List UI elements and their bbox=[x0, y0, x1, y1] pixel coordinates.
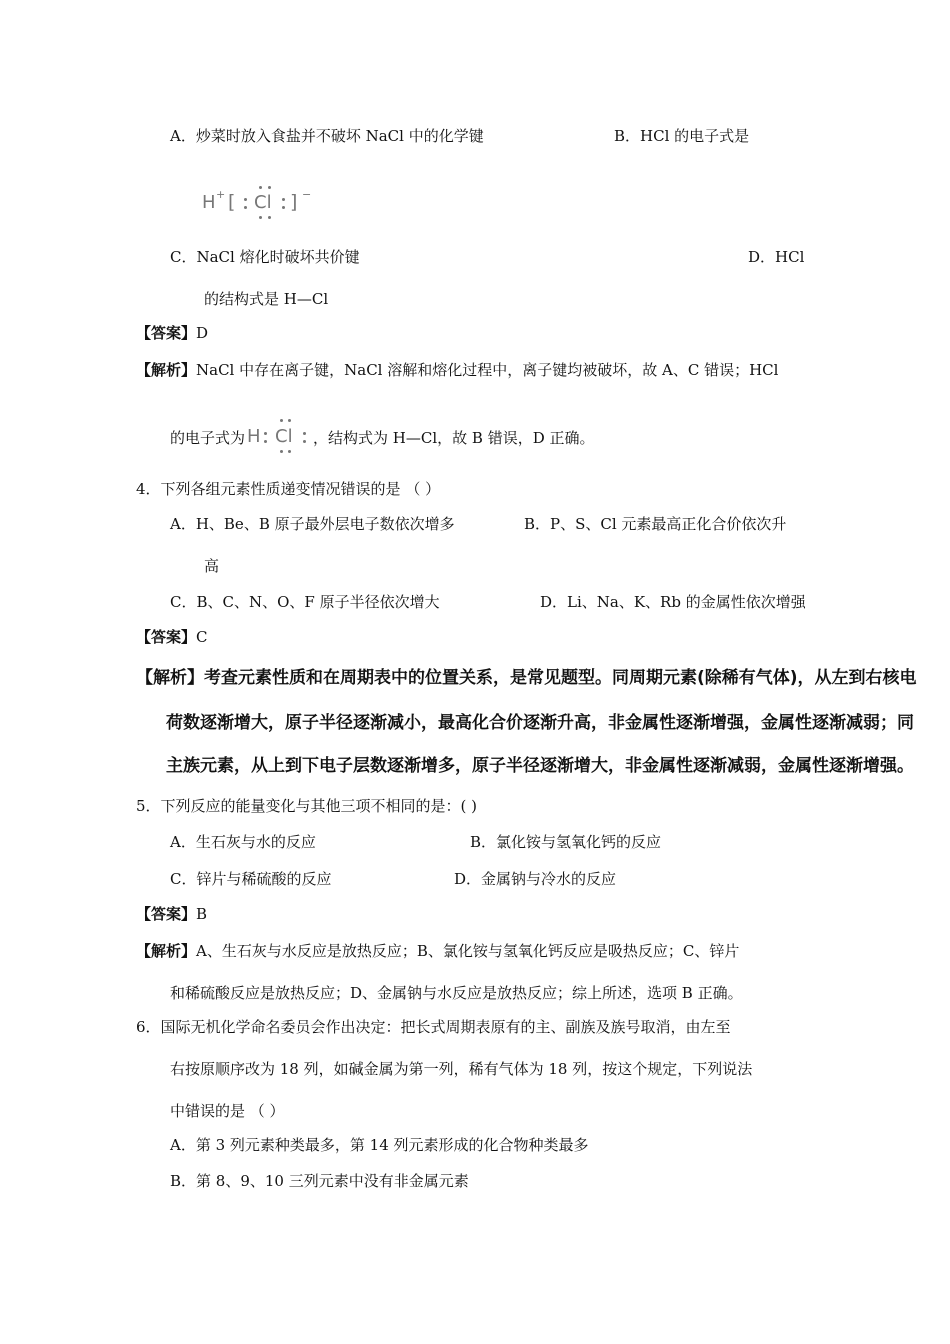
analysis-text-b: ，结构式为 H—Cl，故 B 错误，D 正确。 bbox=[313, 429, 595, 447]
q6-option-a: A．第 3 列元素种类最多，第 14 列元素形成的化合物种类最多 bbox=[170, 1136, 589, 1154]
q3-option-a: A．炒菜时放入食盐并不破坏 NaCl 中的化学键 bbox=[170, 127, 484, 145]
q3-option-b: B．HCl 的电子式是 bbox=[614, 127, 750, 145]
answer-value: B bbox=[196, 905, 208, 923]
q3-option-d-continued: 的结构式是 H—Cl bbox=[204, 290, 329, 308]
q4-option-b: B．P、S、Cl 元素最高正化合价依次升 bbox=[524, 515, 787, 533]
formula-minus: − bbox=[302, 188, 312, 201]
q5-analysis-line-2: 和稀硫酸反应是放热反应；D、金属钠与水反应是放热反应；综上所述，选项 B 正确。 bbox=[170, 984, 743, 1002]
formula-left-bracket: [ bbox=[228, 191, 236, 213]
q5-answer bbox=[136, 904, 207, 924]
q3-answer bbox=[136, 323, 208, 343]
analysis-text: NaCl 中存在离子键，NaCl 溶解和熔化过程中，离子键均被破坏，故 A、C 错误；HCl bbox=[196, 361, 779, 379]
hcl-right-electron-formula bbox=[245, 428, 313, 448]
q4-option-d: D．Li、Na、K、Rb 的金属性依次增强 bbox=[540, 593, 806, 611]
q6-stem-line-2: 右按原顺序改为 18 列，如碱金属为第一列，稀有气体为 18 列，按这个规定，下列说法 bbox=[170, 1060, 753, 1078]
q6-stem-line-3: 中错误的是 （ ） bbox=[170, 1102, 285, 1120]
q4-stem: 4．下列各组元素性质递变情况错误的是 （ ） bbox=[136, 480, 441, 498]
q5-option-b: B．氯化铵与氢氧化钙的反应 bbox=[470, 833, 662, 851]
analysis-text: A、生石灰与水反应是放热反应；B、氯化铵与氢氧化钙反应是吸热反应；C、锌片 bbox=[196, 942, 740, 960]
analysis-text-a: 的电子式为 bbox=[170, 429, 246, 447]
hcl-wrong-electron-formula bbox=[202, 182, 322, 222]
q4-analysis-line-3: 主族元素，从上到下电子层数逐渐增多，原子半径逐渐增大，非金属性逐渐减弱，金属性逐渐增强。 bbox=[166, 756, 914, 776]
answer-tag: 【答案】 bbox=[136, 905, 197, 923]
q5-stem: 5．下列反应的能量变化与其他三项不相同的是：( ) bbox=[136, 797, 478, 815]
answer-tag: 【答案】 bbox=[136, 324, 197, 342]
formula-cl: Cl bbox=[254, 192, 272, 213]
q6-stem-line-1: 6．国际无机化学命名委员会作出决定：把长式周期表原有的主、副族及族号取消，由左至 bbox=[136, 1018, 731, 1036]
analysis-text: 考查元素性质和在周期表中的位置关系，是常见题型。同周期元素(除稀有气体)，从左到右核电 bbox=[204, 668, 917, 688]
q5-option-d: D．金属钠与冷水的反应 bbox=[454, 870, 617, 888]
answer-value: C bbox=[196, 628, 208, 646]
formula-cl2: Cl bbox=[275, 426, 293, 447]
formula-right-bracket: ] bbox=[290, 191, 298, 213]
q6-option-b: B．第 8、9、10 三列元素中没有非金属元素 bbox=[170, 1172, 469, 1190]
formula-plus: + bbox=[216, 188, 226, 201]
analysis-tag: 【解析】 bbox=[136, 361, 197, 379]
q4-option-a: A．H、Be、B 原子最外层电子数依次增多 bbox=[170, 515, 455, 533]
q4-answer bbox=[136, 627, 208, 647]
answer-value: D bbox=[196, 324, 209, 342]
q3-analysis-line-1 bbox=[136, 360, 778, 380]
formula-h: H bbox=[202, 192, 216, 213]
q3-analysis-line-2 bbox=[170, 428, 595, 448]
q4-option-c: C．B、C、N、O、F 原子半径依次增大 bbox=[170, 593, 440, 611]
q5-option-c: C．锌片与稀硫酸的反应 bbox=[170, 870, 332, 888]
formula-h2: H bbox=[247, 426, 261, 447]
q4-analysis-line-1 bbox=[136, 668, 917, 688]
q5-option-a: A．生石灰与水的反应 bbox=[170, 833, 316, 851]
q4-option-b-continued: 高 bbox=[204, 557, 220, 575]
analysis-tag: 【解析】 bbox=[136, 668, 204, 688]
q3-option-d: D．HCl bbox=[748, 248, 805, 266]
q3-option-c: C．NaCl 熔化时破坏共价键 bbox=[170, 248, 360, 266]
analysis-tag: 【解析】 bbox=[136, 942, 197, 960]
q5-analysis-line-1 bbox=[136, 941, 739, 961]
answer-tag: 【答案】 bbox=[136, 628, 197, 646]
q4-analysis-line-2: 荷数逐渐增大，原子半径逐渐减小，最高化合价逐渐升高，非金属性逐渐增强，金属性逐渐减弱；同 bbox=[166, 713, 914, 733]
